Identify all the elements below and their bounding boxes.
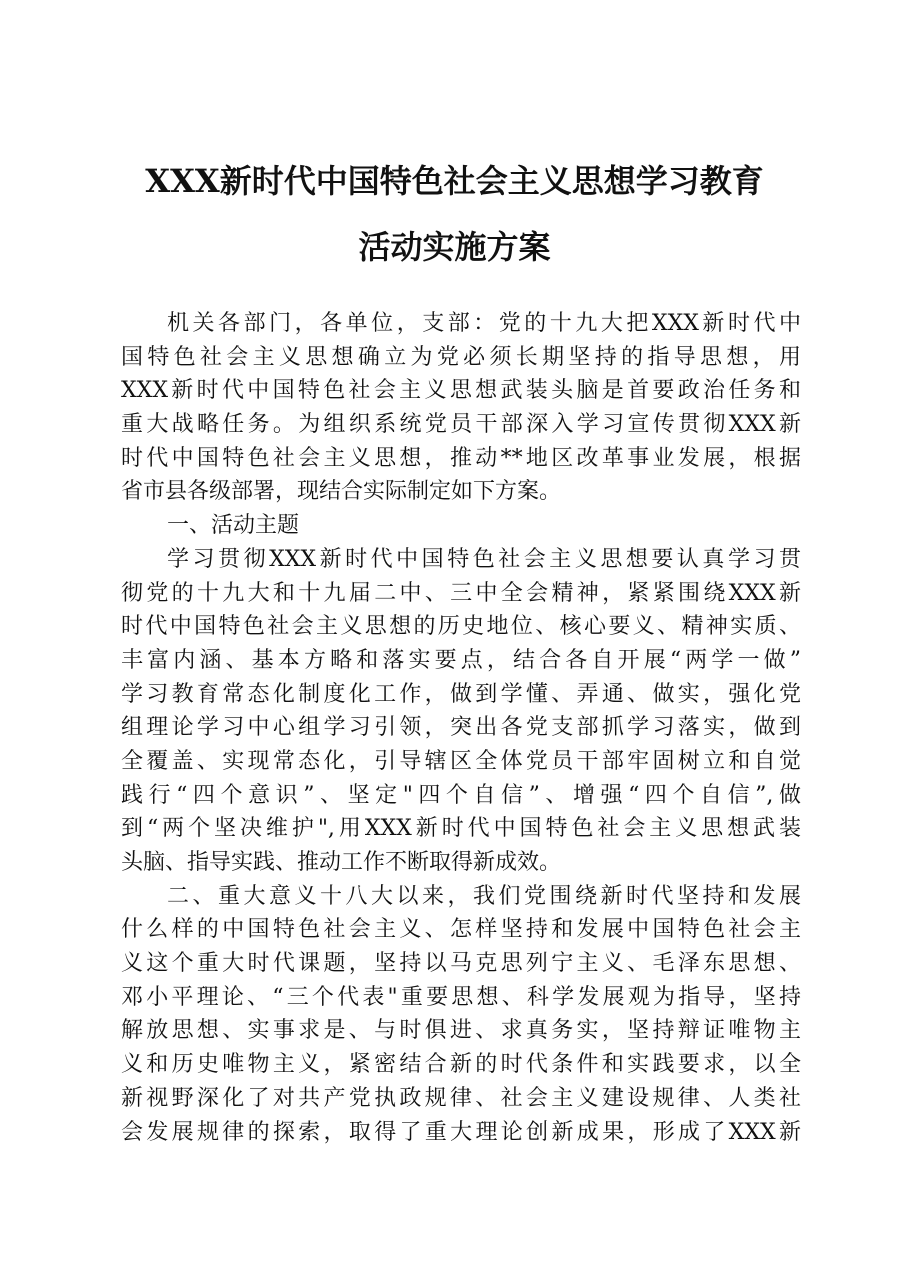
body-text-line: 时代中国特色社会主义思想的历史地位、核心要义、精神实质、 <box>121 614 801 640</box>
document-title-line-2: 活动实施方案 <box>358 228 551 266</box>
body-text-line: 头脑、指导实践、推动工作不断取得新成效。 <box>121 850 562 875</box>
body-text-line: 践行“四个意识”、坚定"四个自信”、增强“四个自信”,做 <box>121 782 801 808</box>
body-text-line: 重大战略任务。为组织系统党员干部深入学习宣传贯彻XXX新 <box>121 412 801 438</box>
body-text-line: 什么样的中国特色社会主义、怎样坚持和发展中国特色社会主 <box>121 917 801 943</box>
body-text-line: 一、活动主题 <box>167 513 300 539</box>
body-text-line: 全覆盖、实现常态化，引导辖区全体党员干部牢固树立和自觉 <box>121 748 801 774</box>
body-text-line: 义这个重大时代课题，坚持以马克思列宁主义、毛泽东思想、 <box>121 951 801 977</box>
body-text-line: 丰富内涵、基本方略和落实要点，结合各自开展“两学一做” <box>121 647 801 673</box>
document-title-line-1: XXX新时代中国特色社会主义思想学习教育 <box>145 162 764 200</box>
body-text-line: 新视野深化了对共产党执政规律、社会主义建设规律、人类社 <box>121 1085 801 1111</box>
body-text-line: 彻党的十九大和十九届二中、三中全会精神，紧紧围绕XXX新 <box>121 580 801 606</box>
body-text-line: 机关各部门，各单位，支部：党的十九大把XXX新时代中 <box>167 311 801 336</box>
body-text-line: 时代中国特色社会主义思想，推动**地区改革事业发展，根据 <box>121 445 801 471</box>
body-text-line: 解放思想、实事求是、与时俱进、求真务实，坚持辩证唯物主 <box>121 1018 801 1044</box>
body-text-line: 邓小平理论、“三个代表"重要思想、科学发展观为指导，坚持 <box>121 984 801 1010</box>
body-text-line: 二、重大意义十八大以来，我们党围绕新时代坚持和发展 <box>167 883 801 909</box>
body-text-line: XXX新时代中国特色社会主义思想武装头脑是首要政治任务和 <box>121 378 801 404</box>
body-text-line: 学习教育常态化制度化工作，做到学懂、弄通、做实，强化党 <box>121 681 801 707</box>
body-text-line: 义和历史唯物主义，紧密结合新的时代条件和实践要求，以全 <box>121 1052 801 1078</box>
document-body <box>121 307 801 1149</box>
body-text-line: 会发展规律的探索，取得了重大理论创新成果，形成了XXX新 <box>121 1119 801 1145</box>
body-text-line: 国特色社会主义思想确立为党必须长期坚持的指导思想，用 <box>121 344 801 370</box>
body-text-line: 到“两个坚决维护",用XXX新时代中国特色社会主义思想武装 <box>121 816 801 842</box>
body-text-line: 组理论学习中心组学习引领，突出各党支部抓学习落实，做到 <box>121 715 801 741</box>
body-text-line: 学习贯彻XXX新时代中国特色社会主义思想要认真学习贯 <box>167 546 801 572</box>
body-text-line: 省市县各级部署，现结合实际制定如下方案。 <box>121 479 562 505</box>
